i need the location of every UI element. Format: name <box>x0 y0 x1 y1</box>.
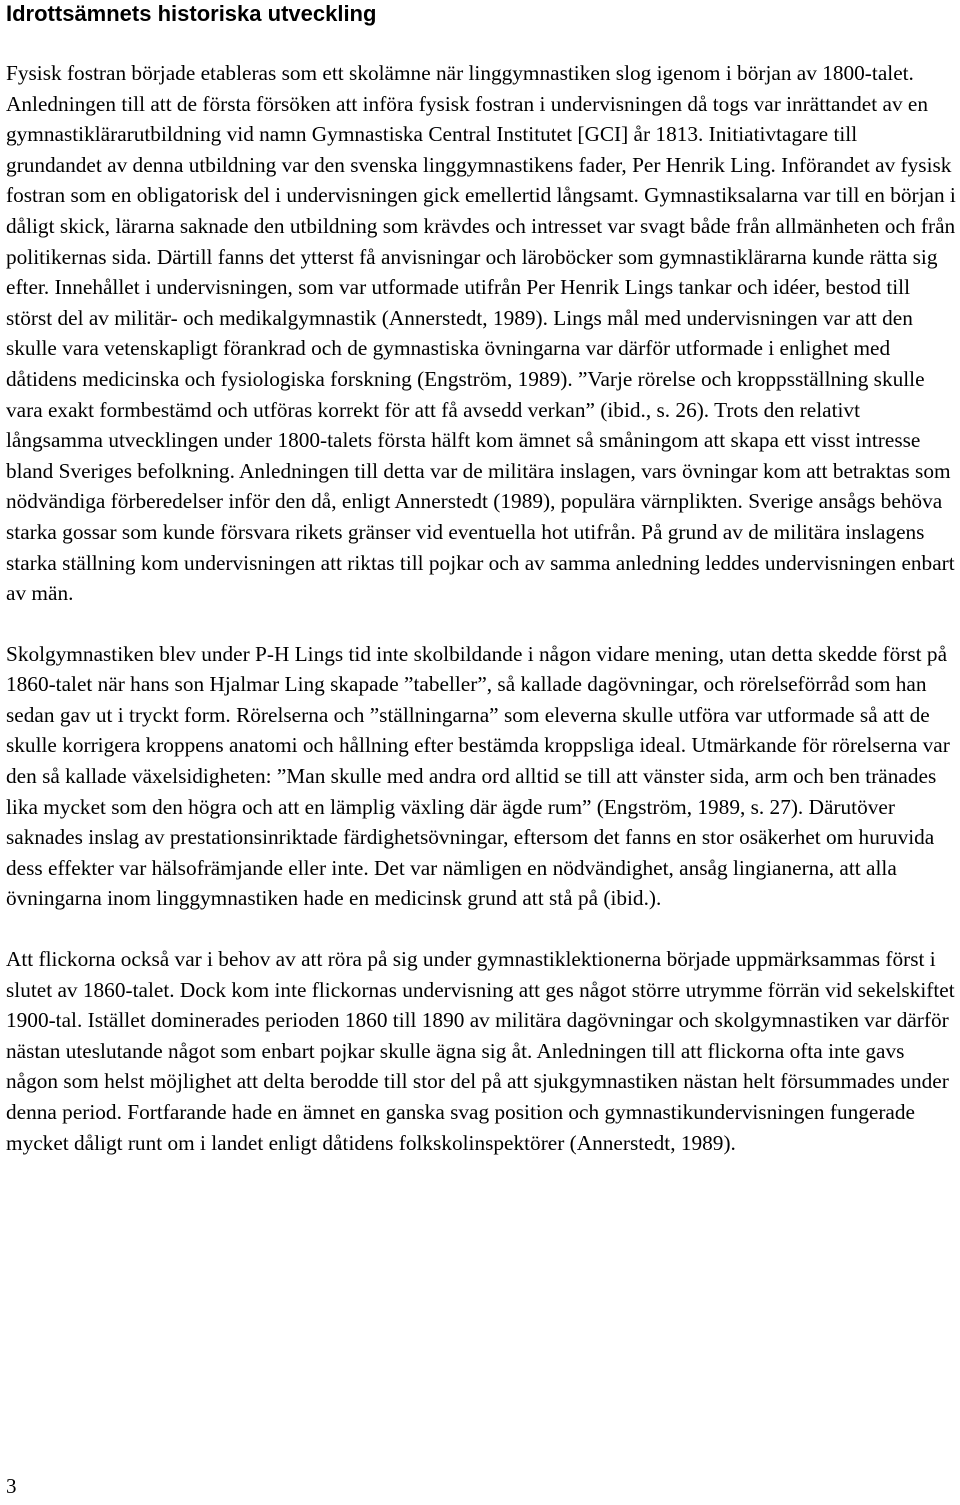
paragraph-3: Att flickorna också var i behov av att röra på sig under gymnastiklektionerna började uppmärksammas först i slutet av 1860-talet. Dock kom inte flickornas undervisning att ges något större utrymme förrän vid sekelskiftet 1900-tal. Istället dominerades perioden 1860 till 1890 av militära dagövningar och skolgymnastiken var därför nästan uteslutande något som enbart pojkar skulle ägna sig åt. Anledningen till att flickorna ofta inte gavs någon som helst möjlighet att delta berodde till stor del på att sjukgymnastiken nästan helt försummades under denna period. Fortfarande hade en ämnet en ganska svag position och gymnastikundervisningen fungerade mycket dåligt runt om i landet enligt dåtidens folkskolinspektörer (Annerstedt, 1989). <box>6 947 955 1155</box>
page-number: 3 <box>6 1474 17 1498</box>
paragraph-2: Skolgymnastiken blev under P-H Lings tid inte skolbildande i någon vidare mening, utan detta skedde först på 1860-talet när hans son Hjalmar Ling skapade ”tabeller”, så kallade dagövningar, och rörelseförråd som han sedan gav ut i tryckt form. Rörelserna och ”ställningarna” som eleverna skulle utföra var utformade så att de skulle korrigera kroppens anatomi och hållning efter bestämda kroppsliga ideal. Utmärkande för rörelserna var den så kallade växelsidigheten: ”Man skulle med andra ord alltid se till att vänster sida, arm och ben tränades lika mycket som den högra och att en lämplig växling där ägde rum” (Engström, 1989, s. 27). Därutöver saknades inslag av prestationsinriktade färdighetsövningar, eftersom det fanns en stor osäkerhet om huruvida dess effekter var hälsofrämjande eller inte. Det var nämligen en nödvändighet, ansåg lingianerna, att alla övningarna inom linggymnastiken hade en medicinsk grund att stå på (ibid.). <box>6 641 950 911</box>
paragraph-1: Fysisk fostran började etableras som ett skolämne när linggymnastiken slog igenom i början av 1800-talet. Anledningen till att de första försöken att införa fysisk fostran i undervisningen då togs var inrättandet av en gymnastiklärarutbildning vid namn Gymnastiska Central Institutet [GCI] år 1813. Initiativtagare till grundandet av denna utbildning var den svenska linggymnastikens fader, Per Henrik Ling. Införandet av fysisk fostran som en obligatorisk del i undervisningen gick emellertid långsamt. Gymnastiksalarna var till en början i dåligt skick, lärarna saknade den utbildning som krävdes och intresset var svagt både från allmänheten och från politikernas sida. Därtill fanns det ytterst få anvisningar och läroböcker som gymnastiklärarna kunde rätta sig efter. Innehållet i undervisningen, som var utformade utifrån Per Henrik Lings tankar och idéer, bestod till störst del av militär- och medikalgymnastik (Annerstedt, 1989). Lings mål med undervisningen var att den skulle vara vetenskapligt förankrad och de gymnastiska övningarna var därför utformade i enlighet med dåtidens medicinska och fysiologiska forskning (Engström, 1989). ”Varje rörelse och kroppsställning skulle vara exakt formbestämd och utföras korrekt för att få avsedd verkan” (ibid., s. 26). Trots den relativt långsamma utvecklingen under 1800-talets första hälft kom ämnet så småningom att skapa ett visst intresse bland Sveriges befolkning. Anledningen till detta var de militära inslagen, vars övningar kom att betraktas som nödvändiga förberedelser inför den då, enligt Annerstedt (1989), populära värnplikten. Sverige ansågs behöva starka gossar som kunde försvara rikets gränser vid eventuella hot utifrån. På grund av de militära inslagens starka ställning kom undervisningen att riktas till pojkar och av samma anledning leddes undervisningen enbart av män. <box>6 61 956 606</box>
document-page <box>6 0 958 1158</box>
section-heading: Idrottsämnets historiska utveckling <box>6 1 377 26</box>
